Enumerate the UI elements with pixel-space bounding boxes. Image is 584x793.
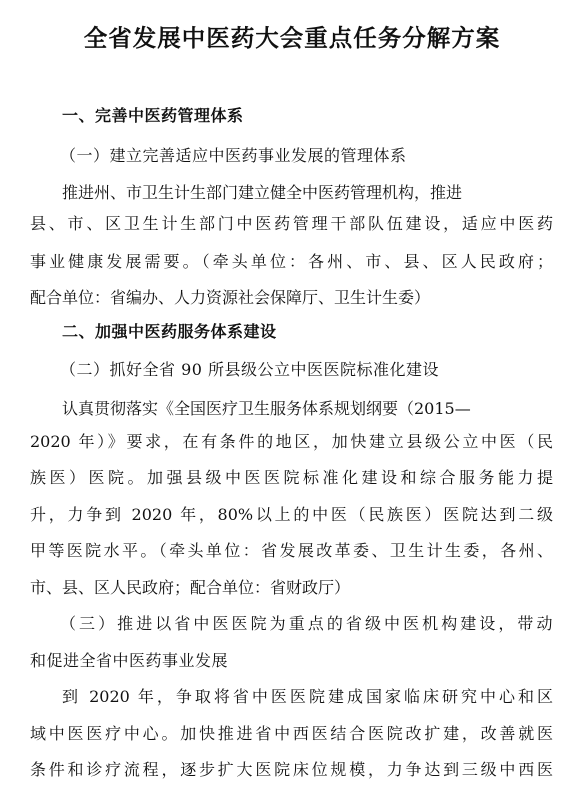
paragraph-line: 域中医医疗中心。加快推进省中西医结合医院改扩建，改善就医 [30,724,553,743]
paragraph-line: 县、市、区卫生计生部门中医药管理干部队伍建设，适应中医药 [30,214,553,233]
paragraph-line: 甲等医院水平。（牵头单位：省发展改革委、卫生计生委，各州、 [30,541,553,560]
subsection-heading-1: （一）建立完善适应中医药事业发展的管理体系 [60,146,407,165]
paragraph-line: 市、县、区人民政府；配合单位：省财政厅） [30,578,351,597]
subsection-heading-3-cont: 和促进全省中医药事业发展 [30,651,229,670]
paragraph-line: 2020 年）》要求，在有条件的地区，加快建立县级公立中医（民 [30,432,553,451]
section-heading-2: 二、加强中医药服务体系建设 [62,322,277,341]
subsection-heading-3: （三）推进以省中医医院为重点的省级中医机构建设，带动 [60,614,553,633]
paragraph-line: 升，力争到 2020 年，80%以上的中医（民族医）医院达到二级 [30,505,553,524]
document-title: 全省发展中医药大会重点任务分解方案 [83,24,501,52]
paragraph-line: 到 2020 年，争取将省中医医院建成国家临床研究中心和区 [62,687,553,706]
paragraph-line: 族医）医院。加强县级中医医院标准化建设和综合服务能力提 [30,468,553,487]
paragraph-line: 推进州、市卫生计生部门建立健全中医药管理机构，推进 [62,183,463,202]
subsection-heading-2: （二）抓好全省 90 所县级公立中医医院标准化建设 [60,360,440,379]
section-heading-1: 一、完善中医药管理体系 [62,106,244,125]
paragraph-line: 条件和诊疗流程，逐步扩大医院床位规模，力争达到三级中西医 [30,760,553,779]
paragraph-line: 认真贯彻落实《全国医疗卫生服务体系规划纲要（2015— [62,399,471,418]
paragraph-line: 配合单位：省编办、人力资源社会保障厅、卫生计生委） [30,288,431,307]
paragraph-line: 事业健康发展需要。（牵头单位：各州、市、县、区人民政府； [30,252,553,271]
